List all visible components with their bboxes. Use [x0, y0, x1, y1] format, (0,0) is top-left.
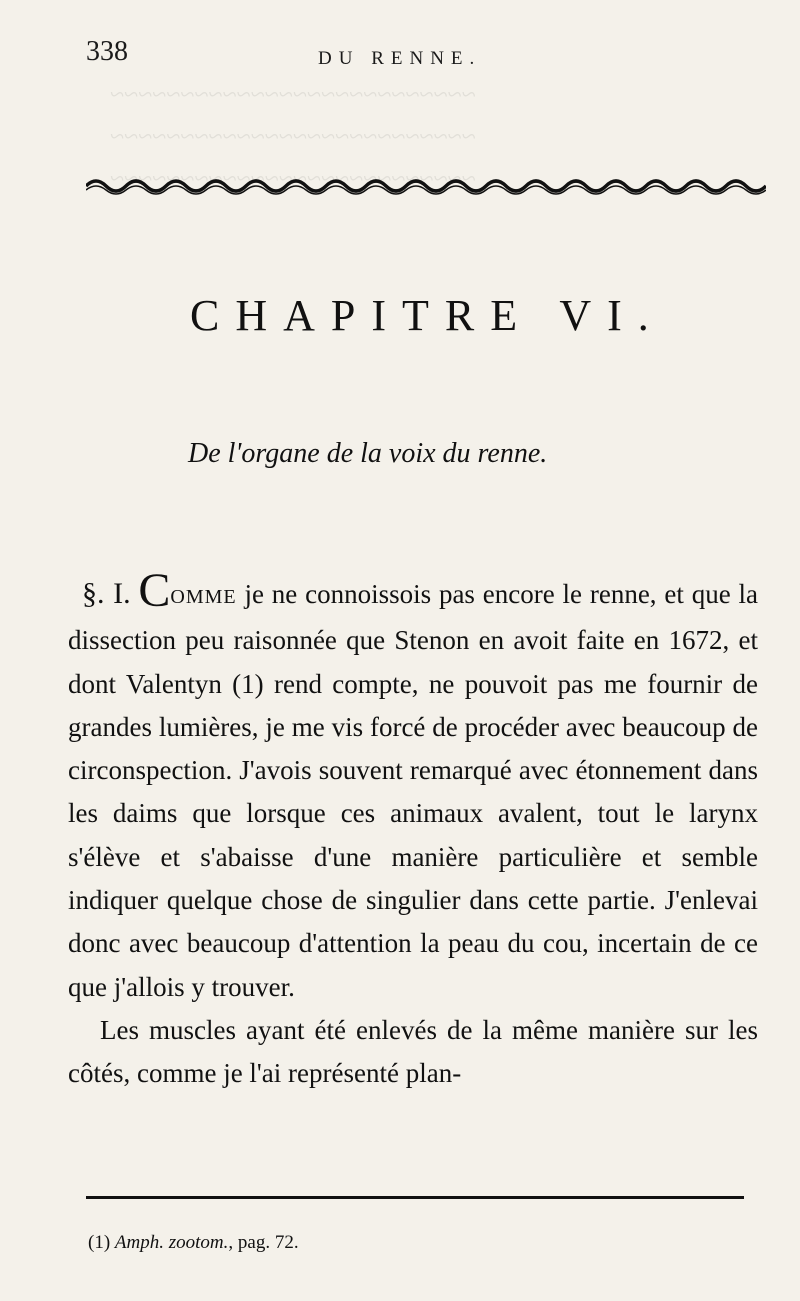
page-number: 338 — [86, 36, 128, 67]
section-mark: §. I. — [82, 577, 131, 610]
footnote-marker: (1) — [88, 1232, 111, 1253]
small-caps-word: OMME — [170, 586, 237, 608]
footnote-rule — [86, 1196, 744, 1199]
show-through-text: ~~~~~~~~~~~~~~~~~~~~~~~~~~ — [110, 122, 476, 151]
show-through-text: ~~~~~~~~~~~~~~~~~~~~~~~~~~ — [110, 164, 476, 193]
paragraph: Les muscles ayant été enlevés de la même manière sur les côtés, comme je l'ai représenté plan- — [68, 1014, 758, 1089]
footnote — [88, 1232, 299, 1254]
drop-initial: C — [138, 564, 171, 617]
wavy-rule-ornament — [86, 168, 766, 204]
footnote-source: Amph. zootom. — [114, 1232, 229, 1253]
body-text — [68, 564, 758, 1096]
show-through-text: ~~~~~~~~~~~~~~~~~~~~~~~~~~ — [110, 80, 476, 109]
paragraph — [68, 564, 758, 1009]
chapter-title: CHAPITRE VI. — [190, 291, 665, 340]
footnote-page: , pag. 72. — [228, 1232, 299, 1253]
running-head: DU RENNE. — [318, 48, 482, 69]
chapter-subtitle: De l'organe de la voix du renne. — [188, 438, 548, 469]
paragraph-text: je ne connoissois pas encore le renne, et que la dissection peu raisonnée que Stenon en avoit faite en 1672, et dont Valentyn (1) rend compte, ne pouvoit pas me fournir de grandes lumières, je me vis forcé de procéder avec beaucoup de circonspection. J'avois souvent remarqué avec étonnement dans les daims que lorsque ces animaux avalent, tout le larynx s'élève et s'abaisse d'une manière particulière et semble indiquer quelque chose de singulier dans cette partie. J'enlevai donc avec beaucoup d'attention la peau du cou, incertain de ce que j'allois y trouver. — [68, 579, 758, 1002]
